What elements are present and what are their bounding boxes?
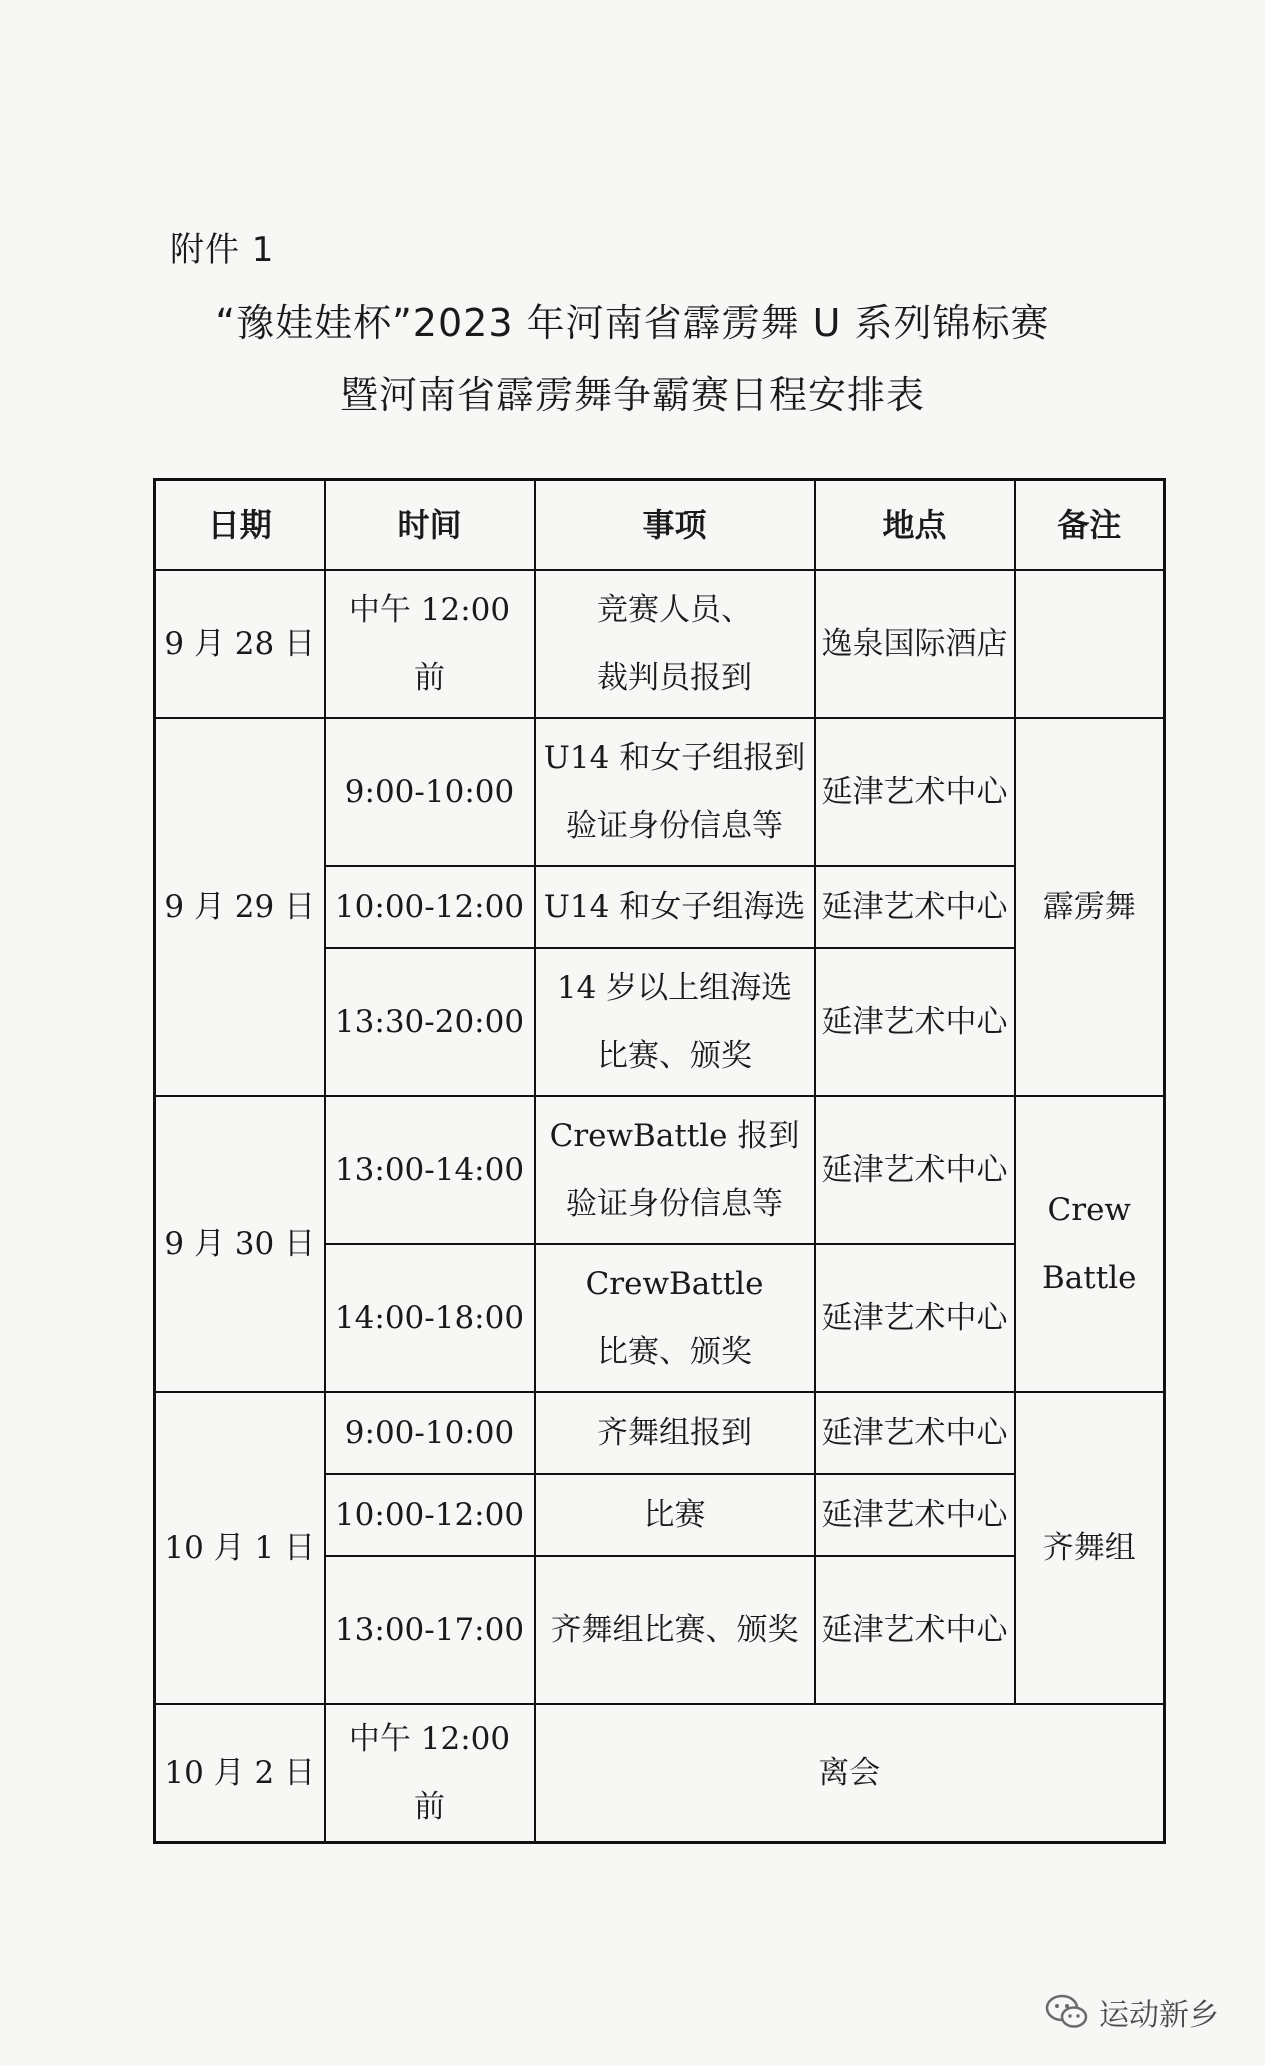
place-cell: 延津艺术中心 bbox=[815, 1096, 1015, 1244]
place-cell: 延津艺术中心 bbox=[815, 1244, 1015, 1392]
item-line: CrewBattle 报到 bbox=[549, 1118, 800, 1154]
table-header-row bbox=[155, 480, 1165, 571]
place-cell: 延津艺术中心 bbox=[815, 1392, 1015, 1474]
note-cell bbox=[1015, 570, 1165, 718]
time-cell: 13:30-20:00 bbox=[325, 948, 535, 1096]
table-row bbox=[155, 1392, 1165, 1474]
item-cell: 齐舞组报到 bbox=[535, 1392, 815, 1474]
time-cell: 13:00-14:00 bbox=[325, 1096, 535, 1244]
note-line: Battle bbox=[1042, 1260, 1137, 1296]
item-line: U14 和女子组报到 bbox=[543, 740, 806, 776]
time-cell: 10:00-12:00 bbox=[325, 866, 535, 948]
place-cell: 延津艺术中心 bbox=[815, 1474, 1015, 1556]
item-cell bbox=[535, 570, 815, 718]
schedule-table bbox=[153, 478, 1166, 1844]
time-cell: 9:00-10:00 bbox=[325, 718, 535, 866]
time-cell: 中午 12:00 前 bbox=[325, 570, 535, 718]
wechat-icon bbox=[1045, 1993, 1089, 2031]
document-title-line1: “豫娃娃杯”2023 年河南省霹雳舞 U 系列锦标赛 bbox=[215, 301, 1050, 345]
time-cell: 13:00-17:00 bbox=[325, 1556, 535, 1704]
item-cell bbox=[535, 718, 815, 866]
watermark-text: 运动新乡 bbox=[1099, 1998, 1219, 2033]
item-cell: 离会 bbox=[535, 1704, 1165, 1843]
item-cell bbox=[535, 1096, 815, 1244]
header-time: 时间 bbox=[325, 480, 535, 571]
item-cell: 比赛 bbox=[535, 1474, 815, 1556]
item-line: 裁判员报到 bbox=[597, 660, 752, 696]
note-line: Crew bbox=[1047, 1192, 1131, 1228]
document-title-line2: 暨河南省霹雳舞争霸赛日程安排表 bbox=[339, 373, 925, 417]
item-line: 比赛、颁奖 bbox=[597, 1038, 752, 1074]
place-cell: 延津艺术中心 bbox=[815, 1556, 1015, 1704]
watermark bbox=[1045, 1990, 1219, 2034]
time-cell: 14:00-18:00 bbox=[325, 1244, 535, 1392]
header-note: 备注 bbox=[1015, 480, 1165, 571]
item-line: 竞赛人员、 bbox=[597, 592, 752, 628]
table-row bbox=[155, 718, 1165, 866]
item-line: 验证身份信息等 bbox=[566, 1186, 783, 1222]
item-cell: U14 和女子组海选 bbox=[535, 866, 815, 948]
table-row bbox=[155, 1704, 1165, 1843]
date-cell: 9 月 28 日 bbox=[155, 570, 325, 718]
place-cell: 逸泉国际酒店 bbox=[815, 570, 1015, 718]
item-cell bbox=[535, 948, 815, 1096]
table-row bbox=[155, 1096, 1165, 1244]
note-cell: 齐舞组 bbox=[1015, 1392, 1165, 1704]
item-line: 14 岁以上组海选 bbox=[556, 970, 793, 1006]
date-cell: 10 月 1 日 bbox=[155, 1392, 325, 1704]
header-place: 地点 bbox=[815, 480, 1015, 571]
item-line: CrewBattle bbox=[585, 1266, 764, 1302]
header-item: 事项 bbox=[535, 480, 815, 571]
time-cell: 9:00-10:00 bbox=[325, 1392, 535, 1474]
time-cell: 中午 12:00 前 bbox=[325, 1704, 535, 1843]
table-row bbox=[155, 570, 1165, 718]
item-cell: 齐舞组比赛、颁奖 bbox=[535, 1556, 815, 1704]
place-cell: 延津艺术中心 bbox=[815, 718, 1015, 866]
place-cell: 延津艺术中心 bbox=[815, 948, 1015, 1096]
time-cell: 10:00-12:00 bbox=[325, 1474, 535, 1556]
place-cell: 延津艺术中心 bbox=[815, 866, 1015, 948]
date-cell: 10 月 2 日 bbox=[155, 1704, 325, 1843]
note-cell: 霹雳舞 bbox=[1015, 718, 1165, 1096]
date-cell: 9 月 29 日 bbox=[155, 718, 325, 1096]
item-line: 比赛、颁奖 bbox=[597, 1334, 752, 1370]
date-cell: 9 月 30 日 bbox=[155, 1096, 325, 1392]
note-cell bbox=[1015, 1096, 1165, 1392]
item-line: 验证身份信息等 bbox=[566, 808, 783, 844]
item-cell bbox=[535, 1244, 815, 1392]
header-date: 日期 bbox=[155, 480, 325, 571]
attachment-label: 附件 1 bbox=[170, 230, 275, 270]
